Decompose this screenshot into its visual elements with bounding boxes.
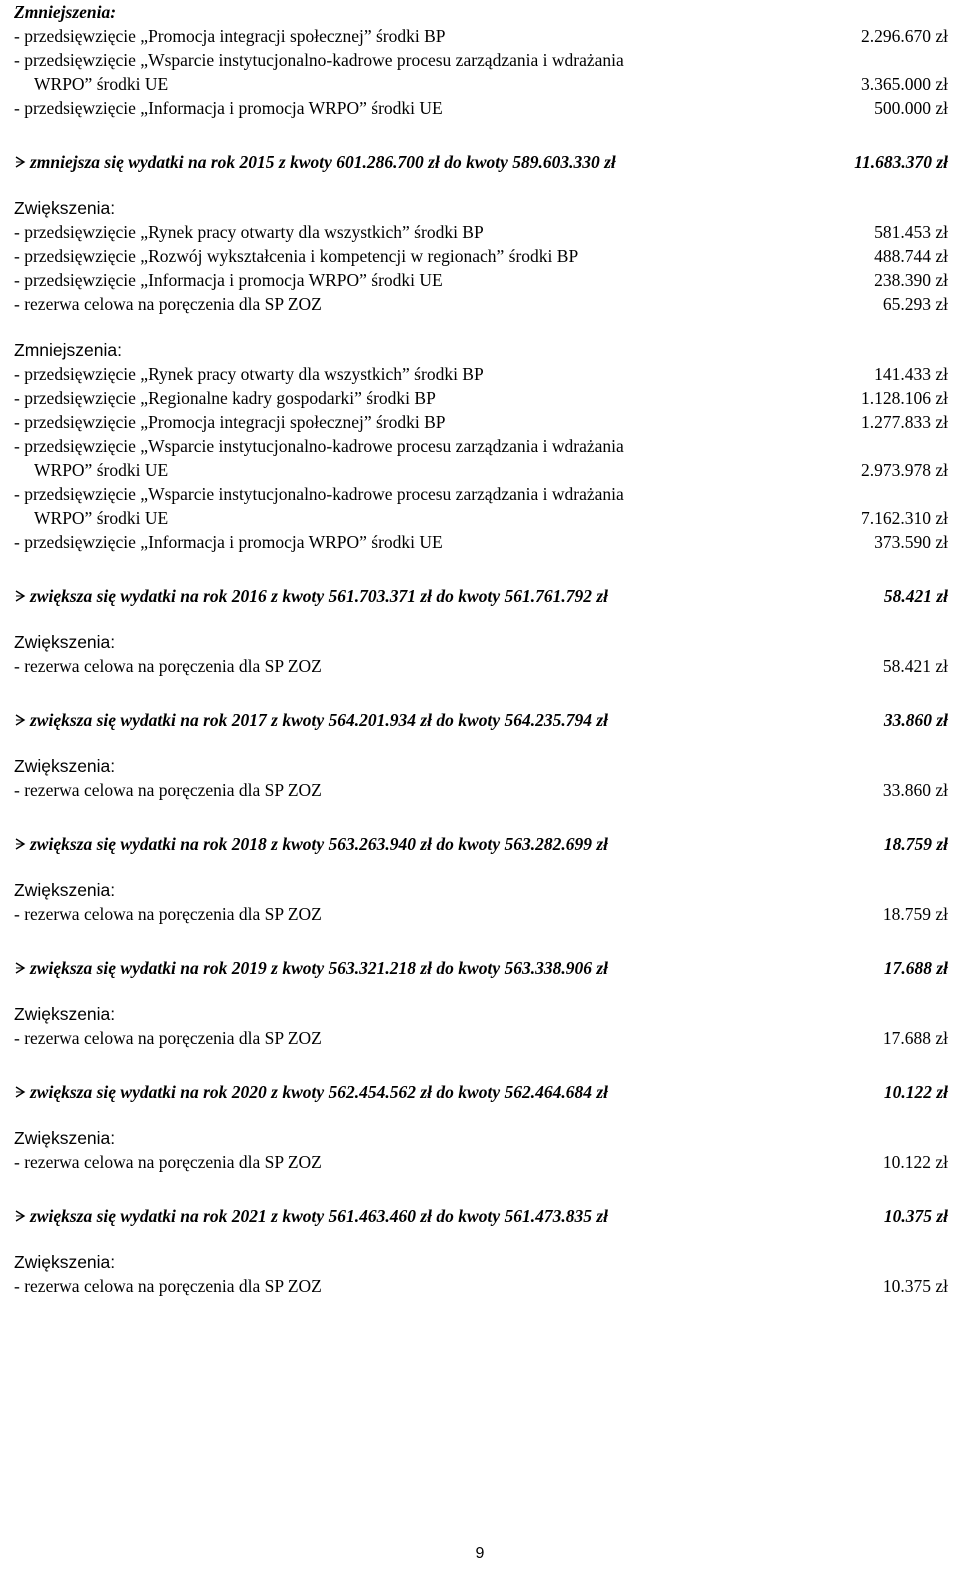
item-value: 33.860 zł xyxy=(882,780,948,800)
decreases-heading: Zmniejszenia: xyxy=(14,340,122,360)
section-header-text: zwiększa się wydatki na rok 2016 z kwoty 561.703.371 zł do kwoty 561.761.792 zł xyxy=(30,586,609,606)
section-header-value: 10.375 zł xyxy=(883,1206,948,1226)
item-value: 581.453 zł xyxy=(874,222,948,242)
top-decreases-heading: Zmniejszenia: xyxy=(14,2,117,22)
section-header-value: 58.421 zł xyxy=(883,586,948,606)
item-text-cont: WRPO” środki UE xyxy=(34,508,169,528)
arrow-bullet-icon xyxy=(14,708,28,732)
list-item xyxy=(14,268,948,292)
item-value: 141.433 zł xyxy=(874,364,948,384)
list-item-continuation xyxy=(14,72,948,96)
arrow-bullet-icon xyxy=(14,832,28,856)
increases-heading: Zwiększenia: xyxy=(14,632,116,652)
item-value: 7.162.310 zł xyxy=(860,508,948,528)
section-year xyxy=(14,1080,948,1174)
list-item xyxy=(14,24,948,48)
arrow-bullet-icon xyxy=(14,1204,28,1228)
increases-heading: Zwiększenia: xyxy=(14,1004,116,1024)
section-header-text: zmniejsza się wydatki na rok 2015 z kwoty 601.286.700 zł do kwoty 589.603.330 zł xyxy=(30,152,616,172)
section-year xyxy=(14,584,948,678)
section-header-value: 33.860 zł xyxy=(883,710,948,730)
item-text: - rezerwa celowa na poręczenia dla SP ZOZ xyxy=(14,656,322,676)
item-text: - przedsięwzięcie „Wsparcie instytucjonalno-kadrowe procesu zarządzania i wdrażania xyxy=(14,50,624,70)
item-value: 488.744 zł xyxy=(874,246,948,266)
item-text: - rezerwa celowa na poręczenia dla SP ZOZ xyxy=(14,1028,322,1048)
document-body xyxy=(14,0,948,1298)
item-value: 1.128.106 zł xyxy=(860,388,948,408)
arrow-bullet-icon xyxy=(14,584,28,608)
list-item xyxy=(14,654,948,678)
item-text: - przedsięwzięcie „Informacja i promocja WRPO” środki UE xyxy=(14,270,443,290)
section-year xyxy=(14,832,948,926)
item-text: - przedsięwzięcie „Regionalne kadry gospodarki” środki BP xyxy=(14,388,436,408)
item-text-cont: WRPO” środki UE xyxy=(34,74,169,94)
section-header-value: 10.122 zł xyxy=(883,1082,948,1102)
section-year xyxy=(14,708,948,802)
increases-heading: Zwiększenia: xyxy=(14,880,116,900)
list-item xyxy=(14,362,948,386)
section-header xyxy=(14,832,948,856)
list-item xyxy=(14,410,948,434)
section-header-value: 17.688 zł xyxy=(883,958,948,978)
item-text: - przedsięwzięcie „Promocja integracji społecznej” środki BP xyxy=(14,412,446,432)
item-text: - przedsięwzięcie „Informacja i promocja WRPO” środki UE xyxy=(14,532,443,552)
list-item xyxy=(14,530,948,554)
list-item xyxy=(14,292,948,316)
list-item xyxy=(14,778,948,802)
item-text: - rezerwa celowa na poręczenia dla SP ZOZ xyxy=(14,780,322,800)
item-value: 18.759 zł xyxy=(882,904,948,924)
list-item xyxy=(14,482,948,506)
item-value: 238.390 zł xyxy=(874,270,948,290)
section-header xyxy=(14,956,948,980)
section-header xyxy=(14,1204,948,1228)
item-value: 17.688 zł xyxy=(882,1028,948,1048)
arrow-bullet-icon xyxy=(14,1080,28,1104)
section-year xyxy=(14,956,948,1050)
list-item xyxy=(14,386,948,410)
item-value: 1.277.833 zł xyxy=(860,412,948,432)
section-year xyxy=(14,1204,948,1298)
list-item xyxy=(14,1274,948,1298)
item-value: 2.296.670 zł xyxy=(860,26,948,46)
list-item-continuation xyxy=(14,458,948,482)
item-text: - przedsięwzięcie „Rozwój wykształcenia i kompetencji w regionach” środki BP xyxy=(14,246,579,266)
page-number: 9 xyxy=(475,1545,485,1562)
list-item xyxy=(14,902,948,926)
arrow-bullet-icon xyxy=(14,150,28,174)
section-header-value: 18.759 zł xyxy=(883,834,948,854)
increases-heading: Zwiększenia: xyxy=(14,1252,116,1272)
item-text: - przedsięwzięcie „Rynek pracy otwarty dla wszystkich” środki BP xyxy=(14,364,484,384)
section-header-text: zwiększa się wydatki na rok 2018 z kwoty 563.263.940 zł do kwoty 563.282.699 zł xyxy=(30,834,609,854)
arrow-bullet-icon xyxy=(14,956,28,980)
item-value: 65.293 zł xyxy=(882,294,948,314)
section-header-value: 11.683.370 zł xyxy=(854,152,948,172)
list-item xyxy=(14,1026,948,1050)
section-header xyxy=(14,150,948,174)
item-value: 10.375 zł xyxy=(882,1276,948,1296)
increases-heading: Zwiększenia: xyxy=(14,198,116,218)
list-item xyxy=(14,48,948,72)
section-header-text: zwiększa się wydatki na rok 2020 z kwoty 562.454.562 zł do kwoty 562.464.684 zł xyxy=(30,1082,609,1102)
item-text: - rezerwa celowa na poręczenia dla SP ZOZ xyxy=(14,904,322,924)
item-text: - przedsięwzięcie „Wsparcie instytucjonalno-kadrowe procesu zarządzania i wdrażania xyxy=(14,436,624,456)
item-text: - rezerwa celowa na poręczenia dla SP ZOZ xyxy=(14,1276,322,1296)
section-header xyxy=(14,708,948,732)
item-text: - przedsięwzięcie „Informacja i promocja WRPO” środki UE xyxy=(14,98,443,118)
item-value: 373.590 zł xyxy=(874,532,948,552)
section-2015 xyxy=(14,150,948,554)
item-text: - rezerwa celowa na poręczenia dla SP ZOZ xyxy=(14,1152,322,1172)
item-value: 58.421 zł xyxy=(882,656,948,676)
section-header xyxy=(14,1080,948,1104)
increases-heading: Zwiększenia: xyxy=(14,756,116,776)
list-item xyxy=(14,1150,948,1174)
item-text-cont: WRPO” środki UE xyxy=(34,460,169,480)
section-header-text: zwiększa się wydatki na rok 2017 z kwoty 564.201.934 zł do kwoty 564.235.794 zł xyxy=(30,710,609,730)
item-text: - przedsięwzięcie „Wsparcie instytucjonalno-kadrowe procesu zarządzania i wdrażania xyxy=(14,484,624,504)
item-text: - przedsięwzięcie „Promocja integracji społecznej” środki BP xyxy=(14,26,446,46)
top-decreases-block xyxy=(14,0,948,120)
list-item xyxy=(14,96,948,120)
item-value: 2.973.978 zł xyxy=(860,460,948,480)
section-header-text: zwiększa się wydatki na rok 2019 z kwoty 563.321.218 zł do kwoty 563.338.906 zł xyxy=(30,958,609,978)
list-item xyxy=(14,244,948,268)
section-header xyxy=(14,584,948,608)
section-header-text: zwiększa się wydatki na rok 2021 z kwoty 561.463.460 zł do kwoty 561.473.835 zł xyxy=(30,1206,609,1226)
item-value: 500.000 zł xyxy=(874,98,948,118)
list-item xyxy=(14,434,948,458)
item-text: - przedsięwzięcie „Rynek pracy otwarty dla wszystkich” środki BP xyxy=(14,222,484,242)
item-value: 10.122 zł xyxy=(882,1152,948,1172)
item-text: - rezerwa celowa na poręczenia dla SP ZOZ xyxy=(14,294,322,314)
list-item xyxy=(14,220,948,244)
item-value: 3.365.000 zł xyxy=(860,74,948,94)
list-item-continuation xyxy=(14,506,948,530)
increases-heading: Zwiększenia: xyxy=(14,1128,116,1148)
